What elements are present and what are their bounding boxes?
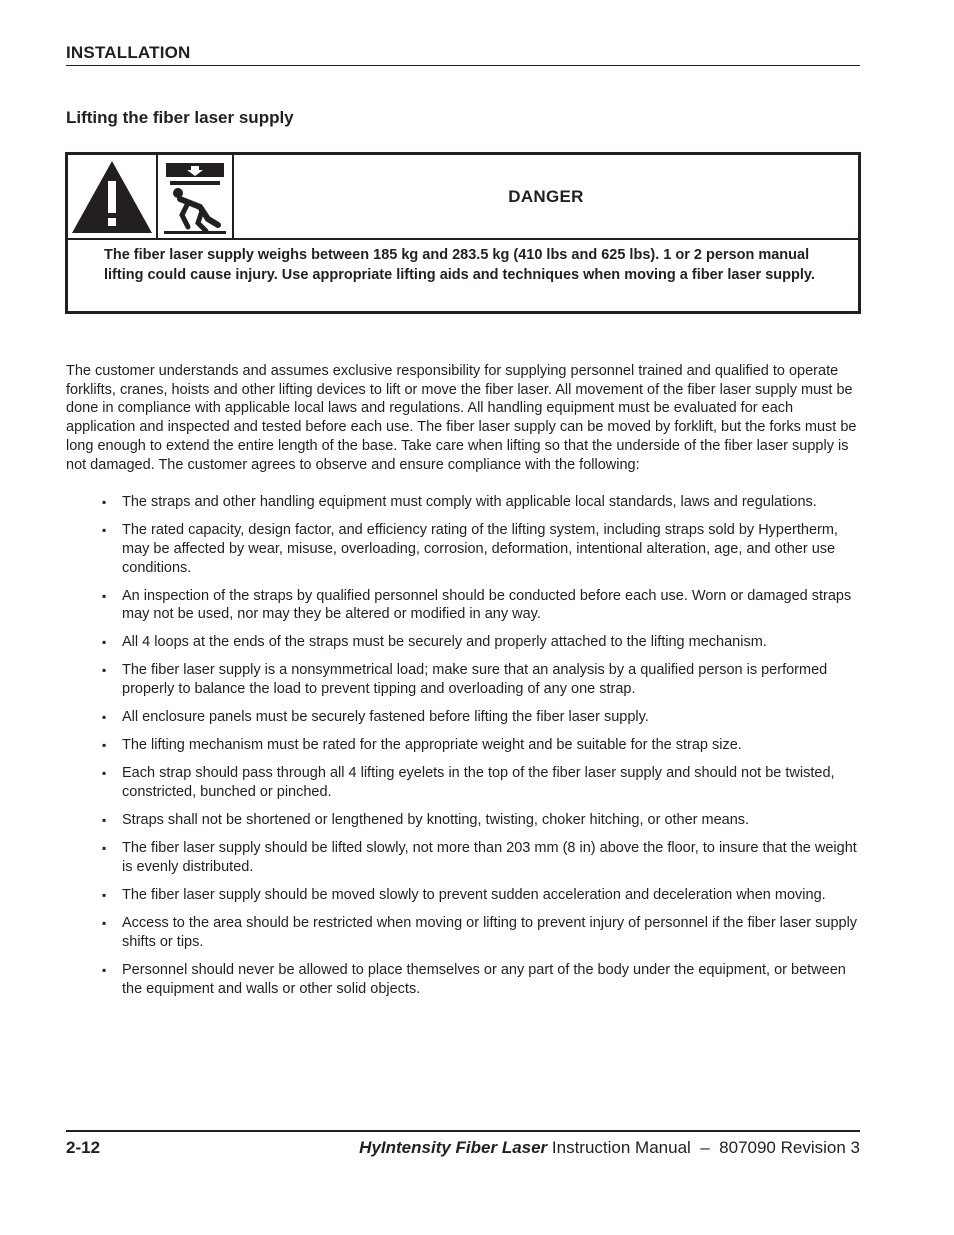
list-item-text: An inspection of the straps by qualified personnel should be conducted before each use. Worn or damaged straps may not be used, nor may they be altered or modified in any way. [122, 587, 852, 623]
bullet-marker: ▪ [102, 588, 107, 603]
list-item-text: The fiber laser supply is a nonsymmetrical load; make sure that an analysis by a qualified person is performed properly to balance the load to prevent tipping and overloading of any one strap. [122, 662, 828, 698]
danger-box [65, 152, 861, 314]
list-item-text: All enclosure panels must be securely fastened before lifting the fiber laser supply. [122, 709, 649, 726]
bullet-marker: ▪ [102, 663, 107, 678]
bullet-marker: ▪ [102, 635, 107, 650]
intro-paragraph: The customer understands and assumes exclusive responsibility for supplying personnel trained and qualified to operate forklifts, cranes, hoists and other lifting devices to lift or move the fiber laser. All movement of the fiber laser supply must be done in compliance with applicable local laws and regulations. All handling equipment must be evaluated for each application and inspected and tested before each use. The fiber laser supply can be moved by forklift, but the forks must be long enough to extend the entire length of the base. Take care when lifting so that the underside of the fiber laser supply is not damaged. The customer agrees to observe and ensure compliance with the following: [66, 363, 857, 473]
bullet-marker: ▪ [102, 888, 107, 903]
warning-icon-cell [68, 155, 158, 238]
falling-load-icon [158, 155, 232, 238]
header-rule [66, 65, 860, 66]
list-item-text: The lifting mechanism must be rated for the appropriate weight and be suitable for the strap size. [122, 737, 742, 754]
footer-document-title [359, 1138, 860, 1158]
list-item-text: The fiber laser supply should be lifted slowly, not more than 203 mm (8 in) above the floor, to insure that the weight is evenly distributed. [122, 840, 857, 876]
list-item [66, 633, 862, 652]
requirements-list [66, 493, 862, 1008]
list-item [66, 521, 862, 577]
bullet-marker: ▪ [102, 841, 107, 856]
falling-load-icon-cell [158, 155, 234, 238]
list-item-text: All 4 loops at the ends of the straps must be securely and properly attached to the lifting mechanism. [122, 634, 767, 651]
danger-label: DANGER [508, 186, 584, 206]
list-item-text: Straps shall not be shortened or lengthened by knotting, twisting, choker hitching, or other means. [122, 812, 750, 829]
list-item [66, 736, 862, 755]
bullet-marker: ▪ [102, 710, 107, 725]
list-item-text: The straps and other handling equipment must comply with applicable local standards, laws and regulations. [122, 494, 817, 510]
header-section-title: INSTALLATION [66, 43, 191, 62]
list-item-text: Personnel should never be allowed to place themselves or any part of the body under the equipment, or between the equipment and walls or other solid objects. [122, 962, 846, 997]
bullet-marker: ▪ [102, 813, 107, 828]
bullet-marker: ▪ [102, 738, 107, 753]
list-item [66, 661, 862, 698]
list-item-text: Access to the area should be restricted when moving or lifting to prevent injury of personnel if the fiber laser supply shifts or tips. [122, 915, 858, 950]
section-title: Lifting the fiber laser supply [66, 108, 294, 127]
page-number: 2-12 [66, 1138, 101, 1157]
list-item [66, 961, 862, 998]
list-item [66, 839, 862, 876]
bullet-marker: ▪ [102, 963, 107, 978]
danger-text: The fiber laser supply weighs between 185 kg and 283.5 kg (410 lbs and 625 lbs). 1 or 2 person manual lifting could cause injury. Use appropriate lifting aids and techniques when moving a fiber laser supply. [104, 247, 815, 283]
list-item [66, 587, 862, 624]
list-item [66, 708, 862, 727]
warning-triangle-icon [68, 155, 156, 238]
list-item [66, 886, 862, 905]
footer-rule [66, 1130, 860, 1132]
bullet-marker: ▪ [102, 766, 107, 781]
list-item-text: The rated capacity, design factor, and efficiency rating of the lifting system, including straps sold by Hypertherm, may be affected by wear, misuse, overloading, corrosion, deformation, intentional alteration, age, and other use conditions. [122, 522, 838, 576]
bullet-marker: ▪ [102, 495, 107, 509]
list-item [66, 493, 862, 512]
list-item [66, 914, 862, 951]
bullet-marker: ▪ [102, 916, 107, 931]
bullet-marker: ▪ [102, 523, 107, 538]
danger-divider [68, 238, 858, 240]
list-item [66, 811, 862, 830]
list-item-text: The fiber laser supply should be moved slowly to prevent sudden acceleration and deceleration when moving. [122, 887, 826, 904]
footer-brand: HyIntensity Fiber Laser [359, 1138, 548, 1157]
footer-manual: Instruction Manual – 807090 Revision 3 [547, 1138, 860, 1157]
list-item-text: Each strap should pass through all 4 lifting eyelets in the top of the fiber laser supply and should not be twisted, constricted, bunched or pinched. [122, 765, 835, 801]
list-item [66, 764, 862, 801]
